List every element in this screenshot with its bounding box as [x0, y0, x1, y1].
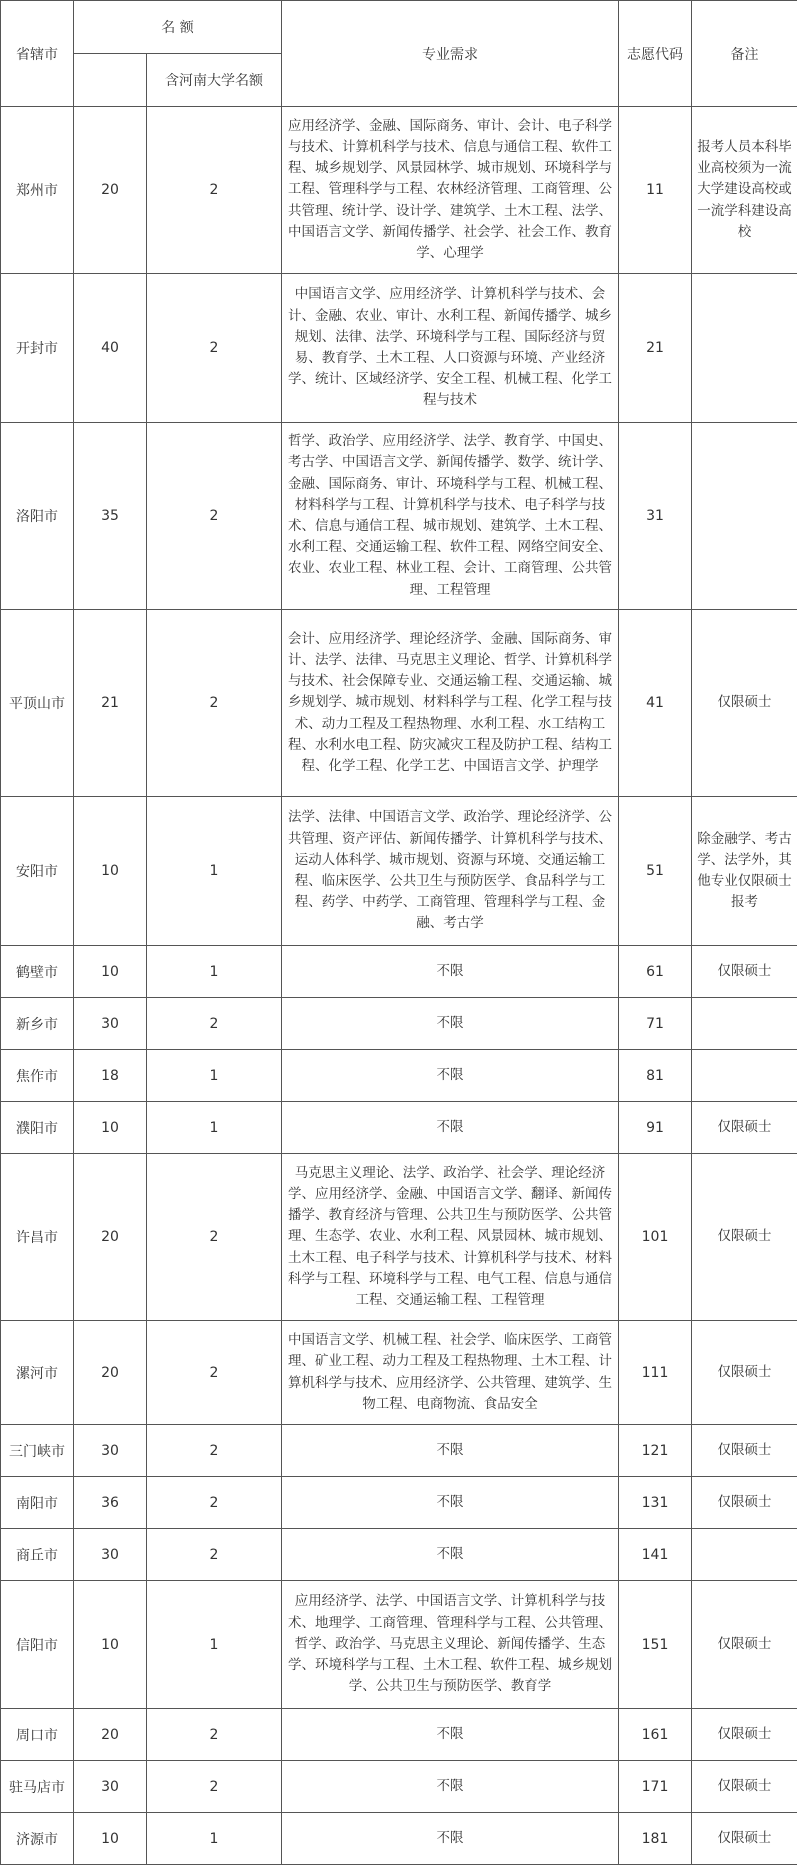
cell-city: 焦作市	[1, 1050, 74, 1102]
cell-quota: 20	[74, 1709, 147, 1761]
cell-note: 仅限硕士	[692, 1709, 797, 1761]
cell-henu-quota: 2	[147, 1761, 282, 1813]
cell-quota: 30	[74, 1529, 147, 1581]
cell-majors: 不限	[282, 1813, 619, 1865]
cell-quota: 36	[74, 1477, 147, 1529]
table-row	[1, 1050, 797, 1102]
cell-quota: 30	[74, 1425, 147, 1477]
cell-henu-quota: 2	[147, 1477, 282, 1529]
cell-henu-quota: 2	[147, 1154, 282, 1321]
cell-code: 81	[619, 1050, 692, 1102]
cell-city: 洛阳市	[1, 423, 74, 610]
cell-city: 南阳市	[1, 1477, 74, 1529]
cell-quota: 30	[74, 998, 147, 1050]
cell-henu-quota: 2	[147, 610, 282, 797]
cell-city: 三门峡市	[1, 1425, 74, 1477]
cell-note	[692, 1050, 797, 1102]
table-body	[1, 107, 797, 1865]
cell-majors: 哲学、政治学、应用经济学、法学、教育学、中国史、考古学、中国语言文学、新闻传播学、数学、统计学、金融、国际商务、审计、环境科学与工程、机械工程、材料科学与工程、计算机科学与技术、电子科学与技术、信息与通信工程、城市规划、建筑学、土木工程、水利工程、交通运输工程、软件工程、网络空间安全、农业、农业工程、林业工程、会计、工商管理、公共管理、工程管理	[282, 423, 619, 610]
cell-code: 181	[619, 1813, 692, 1865]
table-row	[1, 423, 797, 610]
table-row	[1, 1477, 797, 1529]
cell-code: 151	[619, 1581, 692, 1709]
cell-code: 51	[619, 797, 692, 946]
cell-note: 仅限硕士	[692, 610, 797, 797]
cell-note: 仅限硕士	[692, 946, 797, 998]
cell-city: 驻马店市	[1, 1761, 74, 1813]
table-row	[1, 1425, 797, 1477]
cell-henu-quota: 1	[147, 1102, 282, 1154]
cell-code: 71	[619, 998, 692, 1050]
cell-city: 信阳市	[1, 1581, 74, 1709]
cell-city: 新乡市	[1, 998, 74, 1050]
cell-quota: 10	[74, 1813, 147, 1865]
cell-city: 漯河市	[1, 1321, 74, 1425]
cell-city: 济源市	[1, 1813, 74, 1865]
cell-quota: 18	[74, 1050, 147, 1102]
cell-majors: 不限	[282, 1529, 619, 1581]
cell-quota: 20	[74, 1154, 147, 1321]
cell-quota: 20	[74, 1321, 147, 1425]
header-code: 志愿代码	[619, 1, 692, 107]
cell-city: 濮阳市	[1, 1102, 74, 1154]
header-note: 备注	[692, 1, 797, 107]
cell-henu-quota: 1	[147, 946, 282, 998]
cell-henu-quota: 1	[147, 797, 282, 946]
cell-note: 仅限硕士	[692, 1425, 797, 1477]
cell-city: 郑州市	[1, 107, 74, 274]
cell-city: 许昌市	[1, 1154, 74, 1321]
cell-code: 141	[619, 1529, 692, 1581]
cell-majors: 不限	[282, 1477, 619, 1529]
cell-note: 除金融学、考古学、法学外，其他专业仅限硕士报考	[692, 797, 797, 946]
table-row	[1, 998, 797, 1050]
cell-majors: 法学、法律、中国语言文学、政治学、理论经济学、公共管理、资产评估、新闻传播学、计算机科学与技术、运动人体科学、城市规划、资源与环境、交通运输工程、临床医学、公共卫生与预防医学、食品科学与工程、药学、中药学、工商管理、管理科学与工程、金融、考古学	[282, 797, 619, 946]
table-row	[1, 1102, 797, 1154]
cell-note: 仅限硕士	[692, 1761, 797, 1813]
cell-code: 121	[619, 1425, 692, 1477]
cell-henu-quota: 2	[147, 1321, 282, 1425]
cell-city: 鹤壁市	[1, 946, 74, 998]
cell-majors: 不限	[282, 998, 619, 1050]
cell-quota: 40	[74, 274, 147, 423]
cell-henu-quota: 2	[147, 1529, 282, 1581]
header-quota-total	[74, 54, 147, 107]
cell-code: 111	[619, 1321, 692, 1425]
header-quota: 名 额	[74, 1, 282, 54]
cell-code: 41	[619, 610, 692, 797]
table-row	[1, 1154, 797, 1321]
header-province: 省辖市	[1, 1, 74, 107]
cell-majors: 应用经济学、金融、国际商务、审计、会计、电子科学与技术、计算机科学与技术、信息与通信工程、软件工程、城乡规划学、风景园林学、城市规划、环境科学与工程、管理科学与工程、农林经济管理、工商管理、公共管理、统计学、设计学、建筑学、土木工程、法学、中国语言文学、新闻传播学、社会学、社会工作、教育学、心理学	[282, 107, 619, 274]
table-row	[1, 1581, 797, 1709]
table-row	[1, 107, 797, 274]
cell-majors: 中国语言文学、应用经济学、计算机科学与技术、会计、金融、农业、审计、水利工程、新闻传播学、城乡规划、法律、法学、环境科学与工程、国际经济与贸易、教育学、土木工程、人口资源与环境、产业经济学、统计、区域经济学、安全工程、机械工程、化学工程与技术	[282, 274, 619, 423]
table-row	[1, 1761, 797, 1813]
table-row	[1, 1529, 797, 1581]
cell-note	[692, 423, 797, 610]
cell-quota: 35	[74, 423, 147, 610]
header-majors: 专业需求	[282, 1, 619, 107]
table-row	[1, 274, 797, 423]
cell-city: 商丘市	[1, 1529, 74, 1581]
cell-note: 仅限硕士	[692, 1581, 797, 1709]
cell-code: 101	[619, 1154, 692, 1321]
cell-majors: 不限	[282, 1425, 619, 1477]
cell-city: 平顶山市	[1, 610, 74, 797]
cell-majors: 应用经济学、法学、中国语言文学、计算机科学与技术、地理学、工商管理、管理科学与工程、公共管理、哲学、政治学、马克思主义理论、新闻传播学、生态学、环境科学与工程、土木工程、软件工程、城乡规划学、公共卫生与预防医学、教育学	[282, 1581, 619, 1709]
cell-quota: 10	[74, 946, 147, 998]
cell-henu-quota: 2	[147, 1425, 282, 1477]
cell-code: 91	[619, 1102, 692, 1154]
cell-note: 仅限硕士	[692, 1813, 797, 1865]
cell-code: 131	[619, 1477, 692, 1529]
cell-quota: 20	[74, 107, 147, 274]
cell-henu-quota: 2	[147, 274, 282, 423]
cell-code: 61	[619, 946, 692, 998]
cell-note	[692, 1529, 797, 1581]
cell-quota: 30	[74, 1761, 147, 1813]
cell-note: 报考人员本科毕业高校须为一流大学建设高校或一流学科建设高校	[692, 107, 797, 274]
cell-henu-quota: 2	[147, 423, 282, 610]
table-row	[1, 610, 797, 797]
cell-majors: 不限	[282, 1709, 619, 1761]
cell-majors: 不限	[282, 946, 619, 998]
cell-note: 仅限硕士	[692, 1321, 797, 1425]
cell-quota: 10	[74, 1581, 147, 1709]
table-row	[1, 1321, 797, 1425]
cell-henu-quota: 2	[147, 107, 282, 274]
cell-code: 11	[619, 107, 692, 274]
cell-majors: 中国语言文学、机械工程、社会学、临床医学、工商管理、矿业工程、动力工程及工程热物理、土木工程、计算机科学与技术、应用经济学、公共管理、建筑学、生物工程、电商物流、食品安全	[282, 1321, 619, 1425]
header-row-1	[1, 1, 797, 54]
cell-majors: 不限	[282, 1102, 619, 1154]
cell-code: 161	[619, 1709, 692, 1761]
cell-majors: 不限	[282, 1761, 619, 1813]
cell-city: 周口市	[1, 1709, 74, 1761]
cell-majors: 不限	[282, 1050, 619, 1102]
cell-note: 仅限硕士	[692, 1154, 797, 1321]
cell-henu-quota: 2	[147, 1709, 282, 1761]
cell-note	[692, 998, 797, 1050]
cell-quota: 10	[74, 1102, 147, 1154]
cell-henu-quota: 2	[147, 998, 282, 1050]
cell-city: 安阳市	[1, 797, 74, 946]
table-row	[1, 1709, 797, 1761]
table-row	[1, 797, 797, 946]
cell-quota: 21	[74, 610, 147, 797]
cell-city: 开封市	[1, 274, 74, 423]
cell-note: 仅限硕士	[692, 1477, 797, 1529]
header-quota-henu: 含河南大学名额	[147, 54, 282, 107]
cell-note: 仅限硕士	[692, 1102, 797, 1154]
cell-henu-quota: 1	[147, 1813, 282, 1865]
cell-henu-quota: 1	[147, 1050, 282, 1102]
cell-henu-quota: 1	[147, 1581, 282, 1709]
table-row	[1, 946, 797, 998]
cell-note	[692, 274, 797, 423]
cell-majors: 会计、应用经济学、理论经济学、金融、国际商务、审计、法学、法律、马克思主义理论、哲学、计算机科学与技术、社会保障专业、交通运输工程、交通运输、城乡规划学、城市规划、材料科学与工程、化学工程与技术、动力工程及工程热物理、水利工程、水工结构工程、水利水电工程、防灾减灾工程及防护工程、结构工程、化学工程、化学工艺、中国语言文学、护理学	[282, 610, 619, 797]
table-row	[1, 1813, 797, 1865]
cell-majors: 马克思主义理论、法学、政治学、社会学、理论经济学、应用经济学、金融、中国语言文学、翻译、新闻传播学、教育经济与管理、公共卫生与预防医学、公共管理、生态学、农业、水利工程、风景园林、城市规划、土木工程、电子科学与技术、计算机科学与技术、材料科学与工程、环境科学与工程、电气工程、信息与通信工程、交通运输工程、工程管理	[282, 1154, 619, 1321]
cell-code: 31	[619, 423, 692, 610]
cell-quota: 10	[74, 797, 147, 946]
cell-code: 171	[619, 1761, 692, 1813]
cell-code: 21	[619, 274, 692, 423]
